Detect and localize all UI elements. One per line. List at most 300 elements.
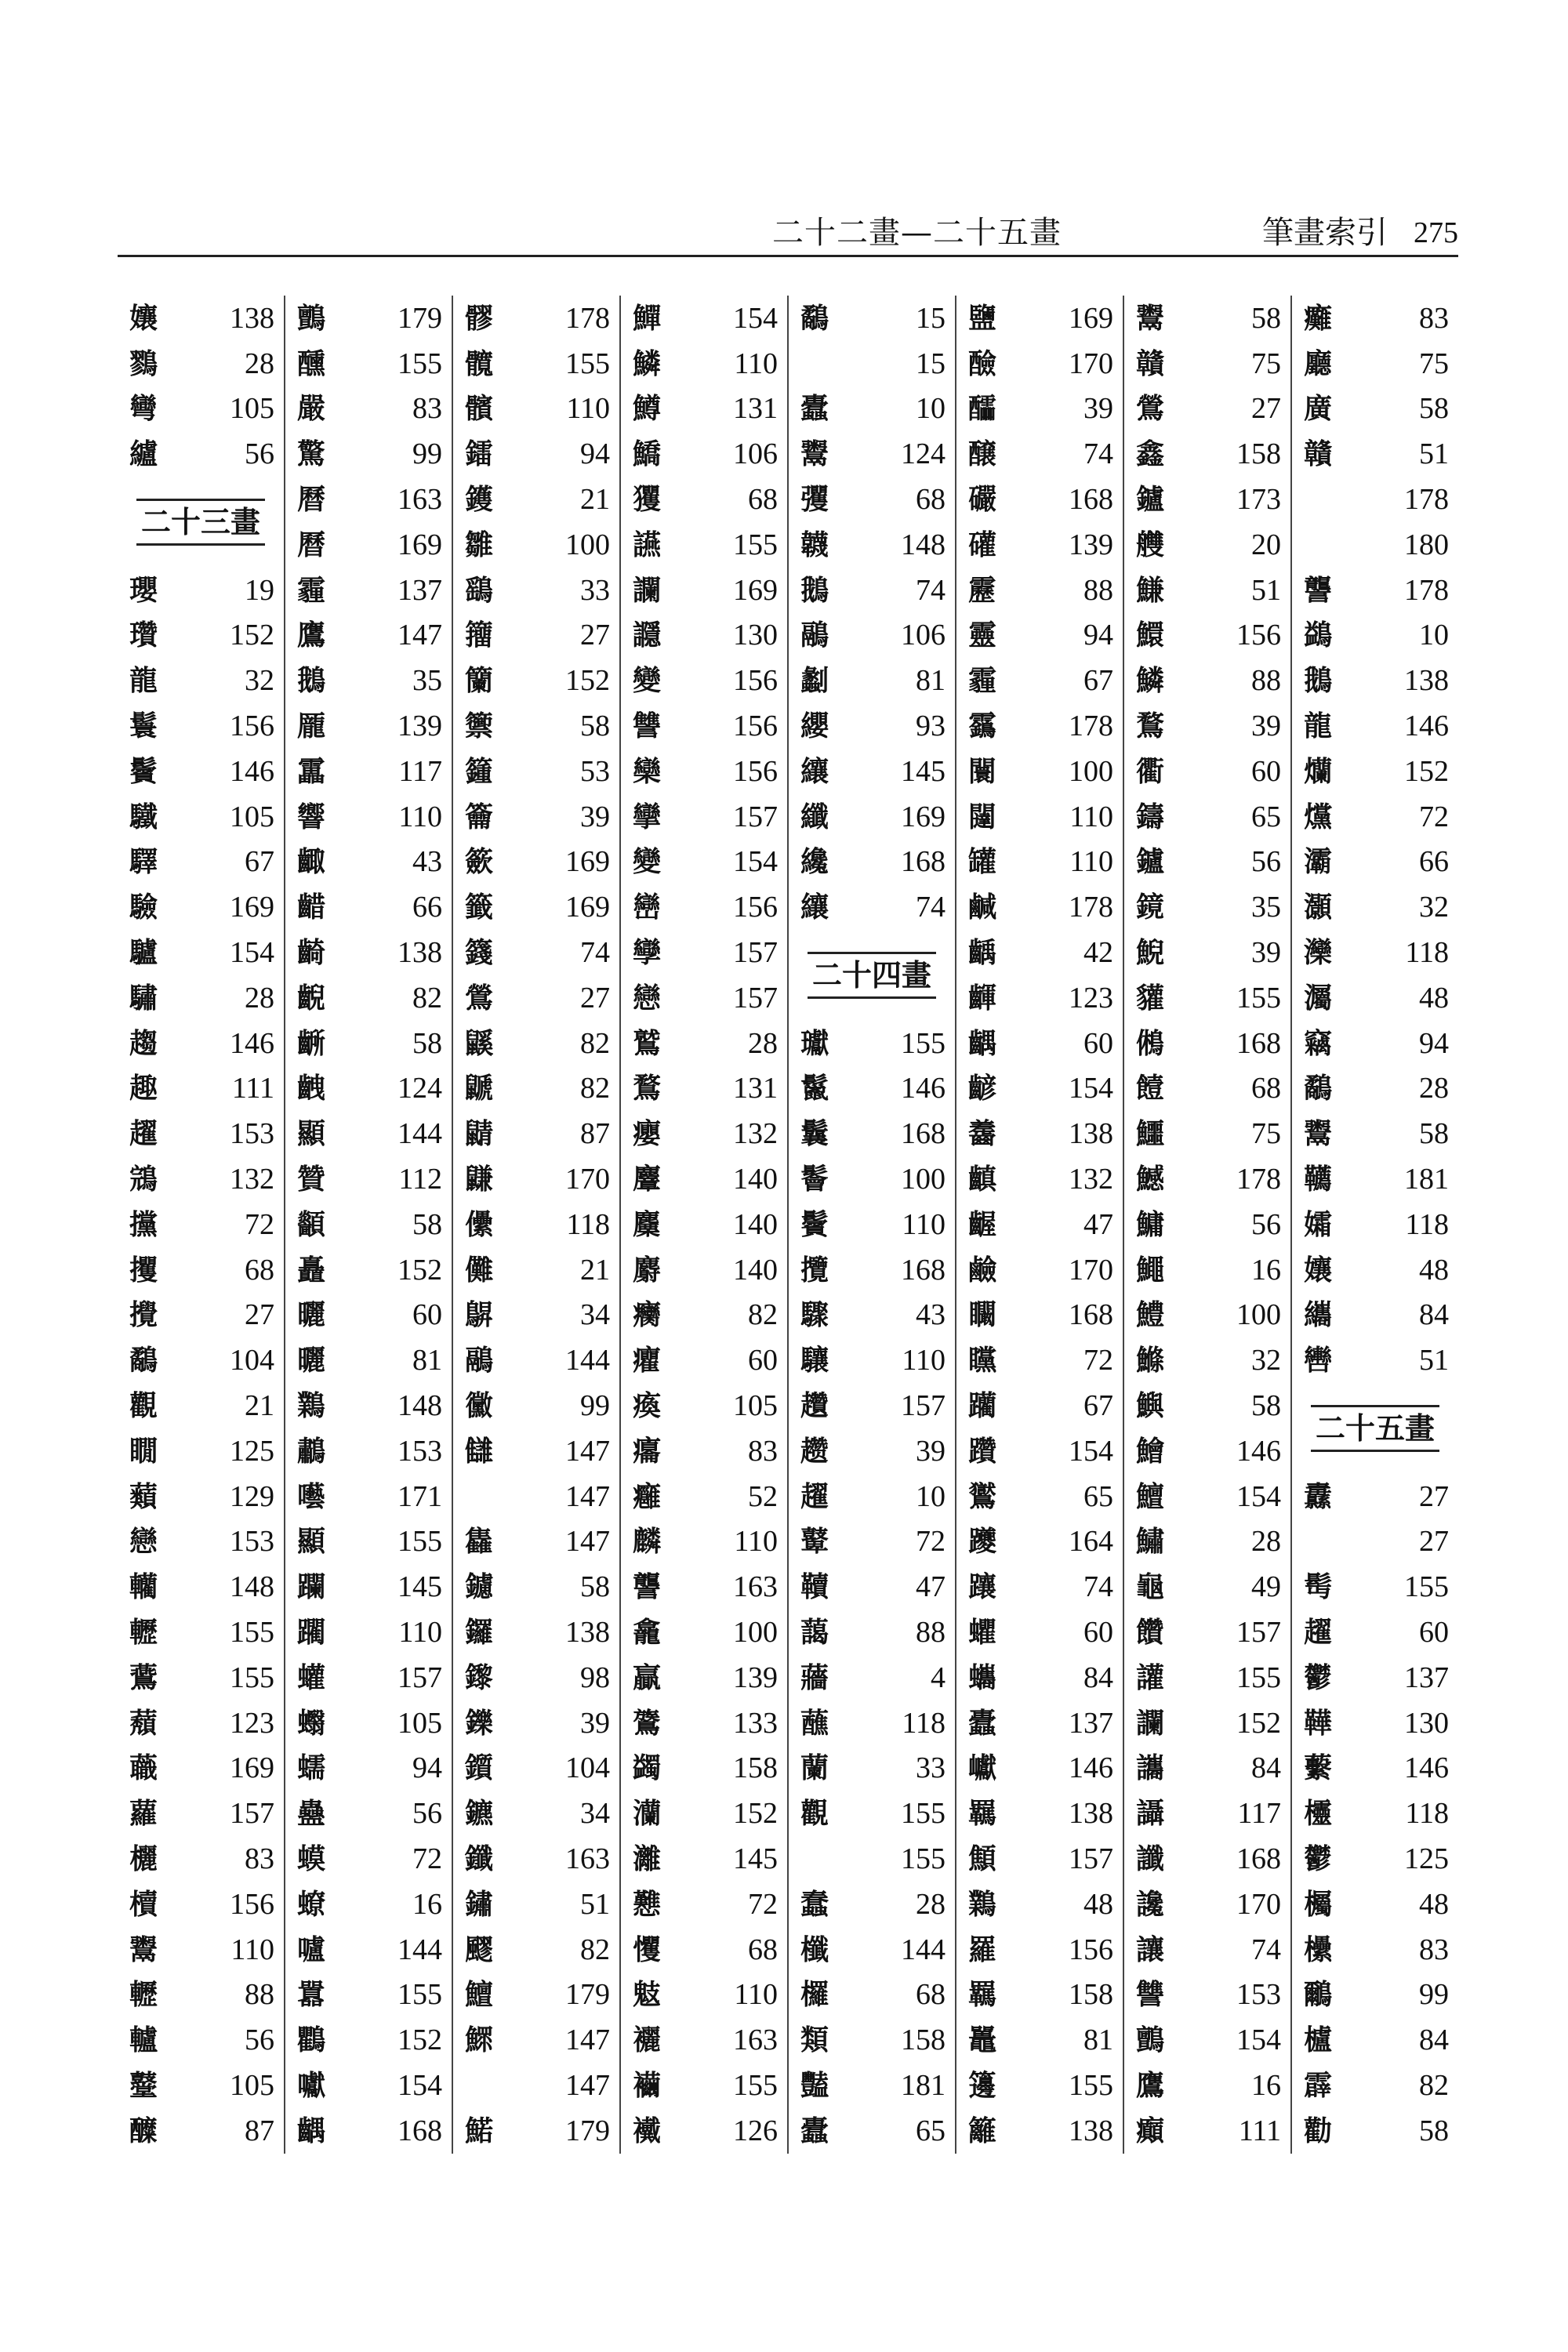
index-entry <box>797 1655 947 1700</box>
index-entry <box>797 1927 947 1973</box>
entry-character: 讌 <box>632 528 661 561</box>
entry-character: 鬢 <box>800 1207 829 1241</box>
index-entry <box>125 387 276 432</box>
index-entry <box>629 749 779 794</box>
entry-character: 龍 <box>129 664 158 698</box>
index-entry <box>461 1836 612 1882</box>
entry-character: 龍 <box>1303 710 1332 743</box>
index-entry <box>797 387 947 432</box>
entry-character: 齱 <box>296 845 325 879</box>
entry-page-number: 148 <box>397 1389 442 1423</box>
entry-character: 贊 <box>296 1163 325 1196</box>
entry-character: 躙 <box>296 1616 325 1649</box>
entry-page-number: 147 <box>565 2068 610 2102</box>
entry-page-number: 67 <box>1083 1389 1113 1423</box>
entry-character: 鷫 <box>296 1434 325 1468</box>
entry-character: 霹 <box>1303 2068 1332 2102</box>
entry-character: 鼶 <box>464 1072 493 1105</box>
index-entry <box>629 1746 779 1791</box>
entry-character: 羅 <box>967 1933 996 1966</box>
entry-page-number: 110 <box>734 347 778 380</box>
entry-character: 籤 <box>464 891 493 924</box>
entry-page-number: 105 <box>230 2068 274 2102</box>
entry-page-number: 28 <box>1251 1525 1281 1559</box>
index-entry <box>1300 341 1450 387</box>
index-entry <box>1132 975 1283 1021</box>
entry-page-number: 82 <box>580 1072 610 1105</box>
entry-character: 鷸 <box>1303 1072 1332 1105</box>
entry-character: 驟 <box>800 1298 829 1332</box>
entry-character: 韇 <box>800 1570 829 1604</box>
index-entry <box>1132 840 1283 885</box>
index-entry <box>125 296 276 341</box>
entry-page-number: 178 <box>1069 710 1113 743</box>
entry-page-number: 154 <box>733 845 778 879</box>
index-entry <box>125 794 276 840</box>
entry-character: 蠲 <box>632 1751 661 1785</box>
index-entry <box>1300 477 1450 522</box>
entry-page-number: 81 <box>1083 2024 1113 2057</box>
entry-page-number: 58 <box>580 710 610 743</box>
entry-character: 礹 <box>967 483 996 517</box>
entry-page-number: 66 <box>412 891 442 924</box>
entry-character: 攬 <box>800 1253 829 1287</box>
entry-page-number: 154 <box>1236 2024 1281 2057</box>
entry-character: 讔 <box>632 619 661 652</box>
entry-character: 鵝 <box>296 664 325 698</box>
index-entry <box>461 387 612 432</box>
entry-character: 瓔 <box>129 573 158 607</box>
entry-page-number: 110 <box>902 1207 946 1241</box>
entry-page-number: 118 <box>1405 1797 1449 1831</box>
entry-character: 霾 <box>967 664 996 698</box>
index-entry <box>125 2063 276 2108</box>
entry-character: 籦 <box>464 754 493 788</box>
index-entry <box>293 840 444 885</box>
index-entry <box>293 1610 444 1655</box>
entry-character: 鑫 <box>1135 437 1164 471</box>
index-entry <box>964 296 1115 341</box>
entry-character: 蠸 <box>296 1661 325 1694</box>
index-entry <box>629 2063 779 2108</box>
entry-character: 讐 <box>632 710 661 743</box>
entry-character: 鏡 <box>1135 891 1164 924</box>
entry-page-number: 48 <box>1419 981 1449 1014</box>
entry-page-number: 140 <box>733 1253 778 1287</box>
entry-character: 衢 <box>1135 754 1164 788</box>
entry-page-number: 178 <box>1069 891 1113 924</box>
index-entry <box>461 1564 612 1610</box>
entry-page-number: 137 <box>397 573 442 607</box>
entry-page-number: 34 <box>580 1797 610 1831</box>
entry-character: 趲 <box>800 1389 829 1423</box>
entry-character: 趱 <box>800 1434 829 1468</box>
entry-page-number: 58 <box>1419 392 1449 426</box>
entry-character: 靎 <box>967 710 996 743</box>
index-entry <box>797 1202 947 1247</box>
entry-page-number: 66 <box>1419 845 1449 879</box>
index-entry <box>461 1021 612 1066</box>
entry-page-number: 131 <box>733 392 778 426</box>
entry-character: 顯 <box>296 1117 325 1151</box>
entry-page-number: 130 <box>1404 1706 1449 1740</box>
entry-character: 趯 <box>129 1117 158 1151</box>
index-entry <box>461 477 612 522</box>
index-entry <box>629 975 779 1021</box>
entry-character: 顯 <box>296 1525 325 1559</box>
entry-page-number: 153 <box>1236 1978 1281 2012</box>
entry-character: 羈 <box>967 1978 996 2012</box>
index-entry <box>293 1247 444 1293</box>
index-entry <box>1300 431 1450 477</box>
index-entry <box>629 1383 779 1428</box>
entry-page-number: 27 <box>1419 1525 1449 1559</box>
index-entry <box>1132 2108 1283 2154</box>
entry-page-number: 39 <box>1251 936 1281 970</box>
index-entry <box>964 1791 1115 1836</box>
index-entry <box>964 1156 1115 1202</box>
entry-character: 襺 <box>632 2068 661 2102</box>
index-entry <box>125 1156 276 1202</box>
entry-page-number: 99 <box>412 437 442 471</box>
entry-page-number: 51 <box>1419 437 1449 471</box>
entry-character: 驖 <box>129 800 158 833</box>
entry-character: 髩 <box>1303 1570 1332 1604</box>
entry-character: 鑼 <box>464 1616 493 1649</box>
index-entry <box>964 522 1115 568</box>
index-entry <box>461 1428 612 1474</box>
entry-page-number: 169 <box>565 845 610 879</box>
entry-page-number: 145 <box>901 754 946 788</box>
index-entry <box>293 1836 444 1882</box>
entry-page-number: 68 <box>1251 1072 1281 1105</box>
index-entry <box>461 568 612 613</box>
index-entry <box>293 1202 444 1247</box>
entry-character: 闥 <box>967 800 996 833</box>
entry-page-number: 94 <box>1083 619 1113 652</box>
index-entry <box>797 613 947 659</box>
entry-page-number: 181 <box>901 2068 946 2102</box>
index-entry <box>125 1836 276 1882</box>
entry-page-number: 118 <box>1405 936 1449 970</box>
index-entry <box>797 658 947 703</box>
index-entry <box>293 1383 444 1428</box>
index-entry <box>125 1610 276 1655</box>
entry-page-number: 168 <box>1236 1026 1281 1060</box>
index-entry <box>293 1156 444 1202</box>
entry-character: 鸈 <box>967 1887 996 1921</box>
entry-page-number: 74 <box>1083 1570 1113 1604</box>
index-entry <box>797 749 947 794</box>
entry-page-number: 60 <box>748 1344 778 1377</box>
entry-character: 鷸 <box>800 301 829 335</box>
entry-character: 鑄 <box>1135 800 1164 833</box>
entry-page-number: 39 <box>580 1706 610 1740</box>
index-entry <box>629 522 779 568</box>
entry-character: 鱎 <box>632 437 661 471</box>
index-entry <box>461 703 612 749</box>
entry-character: 癵 <box>632 1298 661 1332</box>
entry-character: 欐 <box>129 1842 158 1875</box>
index-entry <box>125 341 276 387</box>
index-entry <box>461 1474 612 1519</box>
index-entry <box>964 1972 1115 2017</box>
entry-character: 曬 <box>296 1298 325 1332</box>
entry-character: 纖 <box>800 800 829 833</box>
entry-page-number: 60 <box>412 1298 442 1332</box>
entry-character: 鑪 <box>1135 483 1164 517</box>
index-entry <box>964 568 1115 613</box>
index-entry <box>964 477 1115 522</box>
entry-page-number: 60 <box>1419 1616 1449 1649</box>
index-entry <box>1300 1972 1450 2017</box>
entry-character: 齴 <box>967 1072 996 1105</box>
index-entry <box>125 431 276 477</box>
entry-page-number: 152 <box>230 619 274 652</box>
entry-page-number: 146 <box>1404 710 1449 743</box>
entry-page-number: 53 <box>580 754 610 788</box>
index-entry <box>293 1428 444 1474</box>
entry-character: 廳 <box>1303 347 1332 380</box>
entry-page-number: 168 <box>1069 1298 1113 1332</box>
entry-page-number: 98 <box>580 1661 610 1694</box>
index-entry <box>964 975 1115 1021</box>
entry-page-number: 118 <box>902 1706 946 1740</box>
entry-character: 觀 <box>800 1797 829 1831</box>
stroke-count-heading-label: 二十四畫 <box>808 952 936 999</box>
entry-page-number: 48 <box>1419 1887 1449 1921</box>
entry-character: 灡 <box>632 1797 661 1831</box>
entry-character: 罐 <box>967 845 996 879</box>
entry-character: 籛 <box>464 936 493 970</box>
entry-page-number: 153 <box>230 1525 274 1559</box>
index-entry <box>629 341 779 387</box>
entry-character: 鱠 <box>1135 1434 1164 1468</box>
entry-character: 鵂 <box>1135 1026 1164 1060</box>
index-entry <box>461 749 612 794</box>
entry-character: 鶯 <box>464 981 493 1014</box>
entry-page-number: 48 <box>1083 1887 1113 1921</box>
index-entry <box>1300 884 1450 930</box>
index-entry <box>629 1836 779 1882</box>
entry-character: 饐 <box>1135 1072 1164 1105</box>
index-entry <box>629 658 779 703</box>
entry-page-number: 110 <box>734 1525 778 1559</box>
index-entry <box>293 1474 444 1519</box>
entry-character: 鰷 <box>1135 1344 1164 1377</box>
entry-character: 趯 <box>1303 1616 1332 1649</box>
entry-page-number: 178 <box>565 301 610 335</box>
entry-page-number: 65 <box>1251 800 1281 833</box>
entry-character: 欙 <box>1303 1933 1332 1966</box>
entry-character: 攩 <box>129 1207 158 1241</box>
entry-page-number: 152 <box>397 1253 442 1287</box>
entry-page-number: 152 <box>397 2024 442 2057</box>
index-column <box>787 296 955 2154</box>
index-entry <box>1132 884 1283 930</box>
index-entry <box>629 1202 779 1247</box>
entry-page-number: 144 <box>901 1933 946 1966</box>
entry-character: 鱗 <box>632 347 661 380</box>
index-entry <box>125 884 276 930</box>
index-entry <box>1300 1156 1450 1202</box>
entry-page-number: 138 <box>1069 2114 1113 2147</box>
index-entry <box>1300 1564 1450 1610</box>
entry-character: 鑕 <box>464 1751 493 1785</box>
entry-character: 瞯 <box>129 1434 158 1468</box>
entry-page-number: 27 <box>1251 392 1281 426</box>
index-entry <box>461 1610 612 1655</box>
entry-page-number: 156 <box>230 1887 274 1921</box>
entry-page-number: 145 <box>397 1570 442 1604</box>
index-entry <box>461 522 612 568</box>
entry-character: 鵍 <box>129 1163 158 1196</box>
entry-page-number: 28 <box>916 1887 946 1921</box>
index-entry <box>1132 1791 1283 1836</box>
index-entry <box>1132 1156 1283 1202</box>
entry-page-number: 146 <box>1069 1751 1113 1785</box>
entry-page-number: 158 <box>733 1751 778 1785</box>
index-entry <box>1132 522 1283 568</box>
index-entry <box>1132 1247 1283 1293</box>
entry-character: 鱮 <box>1135 1389 1164 1423</box>
index-entry <box>1300 387 1450 432</box>
entry-page-number: 168 <box>1069 483 1113 517</box>
entry-character: 籨 <box>464 845 493 879</box>
entry-character: 鷟 <box>632 1706 661 1740</box>
entry-character: 鷁 <box>1303 619 1332 652</box>
entry-character: 鏽 <box>464 1887 493 1921</box>
index-entry <box>964 387 1115 432</box>
index-entry <box>629 387 779 432</box>
entry-character: 鷰 <box>129 1661 158 1694</box>
entry-character: 矙 <box>967 1298 996 1332</box>
entry-character: 欏 <box>800 1978 829 2012</box>
index-entry <box>964 1202 1115 1247</box>
entry-character: 玃 <box>632 483 661 517</box>
entry-character: 鸍 <box>1303 1978 1332 2012</box>
entry-page-number: 117 <box>398 754 442 788</box>
entry-character: 蘻 <box>1303 1751 1332 1785</box>
index-entry <box>964 884 1115 930</box>
entry-page-number: 83 <box>748 1434 778 1468</box>
entry-character: 鷹 <box>296 619 325 652</box>
entry-page-number: 110 <box>398 800 442 833</box>
entry-page-number: 156 <box>733 754 778 788</box>
entry-character: 鑯 <box>464 1842 493 1875</box>
entry-page-number: 94 <box>1419 1026 1449 1060</box>
entry-character: 孿 <box>632 936 661 970</box>
index-entry <box>125 1383 276 1428</box>
entry-page-number: 144 <box>397 1117 442 1151</box>
index-entry <box>1300 568 1450 613</box>
index-entry <box>125 2108 276 2154</box>
entry-page-number: 83 <box>1419 1933 1449 1966</box>
entry-page-number: 27 <box>1419 1479 1449 1513</box>
entry-page-number: 124 <box>397 1072 442 1105</box>
index-entry <box>125 975 276 1021</box>
entry-character: 鱒 <box>632 392 661 426</box>
index-entry <box>964 1111 1115 1156</box>
index-entry <box>1132 1836 1283 1882</box>
index-entry <box>293 1791 444 1836</box>
entry-page-number: 15 <box>916 301 946 335</box>
index-entry <box>1300 1655 1450 1700</box>
entry-page-number: 156 <box>733 664 778 698</box>
index-entry <box>125 1700 276 1746</box>
entry-character: 韤 <box>800 528 829 561</box>
index-entry <box>1300 703 1450 749</box>
entry-page-number: 16 <box>412 1887 442 1921</box>
index-entry <box>125 2017 276 2063</box>
entry-page-number: 169 <box>901 800 946 833</box>
entry-character: 躦 <box>967 1434 996 1468</box>
entry-page-number: 81 <box>916 664 946 698</box>
entry-page-number: 72 <box>916 1525 946 1559</box>
index-entry <box>629 296 779 341</box>
entry-page-number: 169 <box>230 891 274 924</box>
index-entry <box>797 1564 947 1610</box>
index-entry <box>629 1338 779 1383</box>
entry-page-number: 87 <box>245 2114 274 2147</box>
entry-page-number: 163 <box>733 1570 778 1604</box>
entry-page-number: 75 <box>1419 347 1449 380</box>
entry-character: 鬠 <box>800 1163 829 1196</box>
entry-character: 癲 <box>1135 2114 1164 2147</box>
index-entry <box>1132 1111 1283 1156</box>
index-column <box>118 296 284 2154</box>
index-entry <box>797 1882 947 1927</box>
index-entry <box>629 1021 779 1066</box>
entry-character: 趣 <box>129 1072 158 1105</box>
index-entry <box>125 1021 276 1066</box>
entry-character: 鷸 <box>129 1344 158 1377</box>
entry-page-number: 178 <box>1404 483 1449 517</box>
entry-page-number: 110 <box>398 1616 442 1649</box>
entry-page-number: 58 <box>1419 1117 1449 1151</box>
index-entry <box>1132 1066 1283 1112</box>
entry-page-number: 68 <box>245 1253 274 1287</box>
entry-page-number: 155 <box>733 528 778 561</box>
index-entry <box>629 1700 779 1746</box>
index-entry <box>125 1247 276 1293</box>
entry-character: 籒 <box>464 619 493 652</box>
index-entry <box>293 1746 444 1791</box>
index-entry <box>1300 2063 1450 2108</box>
index-entry <box>461 2017 612 2063</box>
entry-character: 鵝 <box>1303 664 1332 698</box>
index-entry <box>461 840 612 885</box>
entry-page-number: 28 <box>1419 1072 1449 1105</box>
entry-page-number: 100 <box>1069 754 1113 788</box>
entry-character: 鱧 <box>1135 1298 1164 1332</box>
entry-page-number: 157 <box>733 800 778 833</box>
index-entry <box>461 431 612 477</box>
entry-page-number: 155 <box>230 1661 274 1694</box>
entry-page-number: 47 <box>916 1570 946 1604</box>
index-entry <box>629 1474 779 1519</box>
stroke-count-heading <box>1300 1383 1450 1474</box>
entry-character: 曬 <box>296 1344 325 1377</box>
entry-character: 癭 <box>632 1117 661 1151</box>
index-entry <box>125 1791 276 1836</box>
index-entry <box>293 658 444 703</box>
index-entry <box>1300 1882 1450 1927</box>
index-entry <box>293 522 444 568</box>
index-entry <box>964 1655 1115 1700</box>
index-entry <box>1132 568 1283 613</box>
index-entry <box>964 1383 1115 1428</box>
